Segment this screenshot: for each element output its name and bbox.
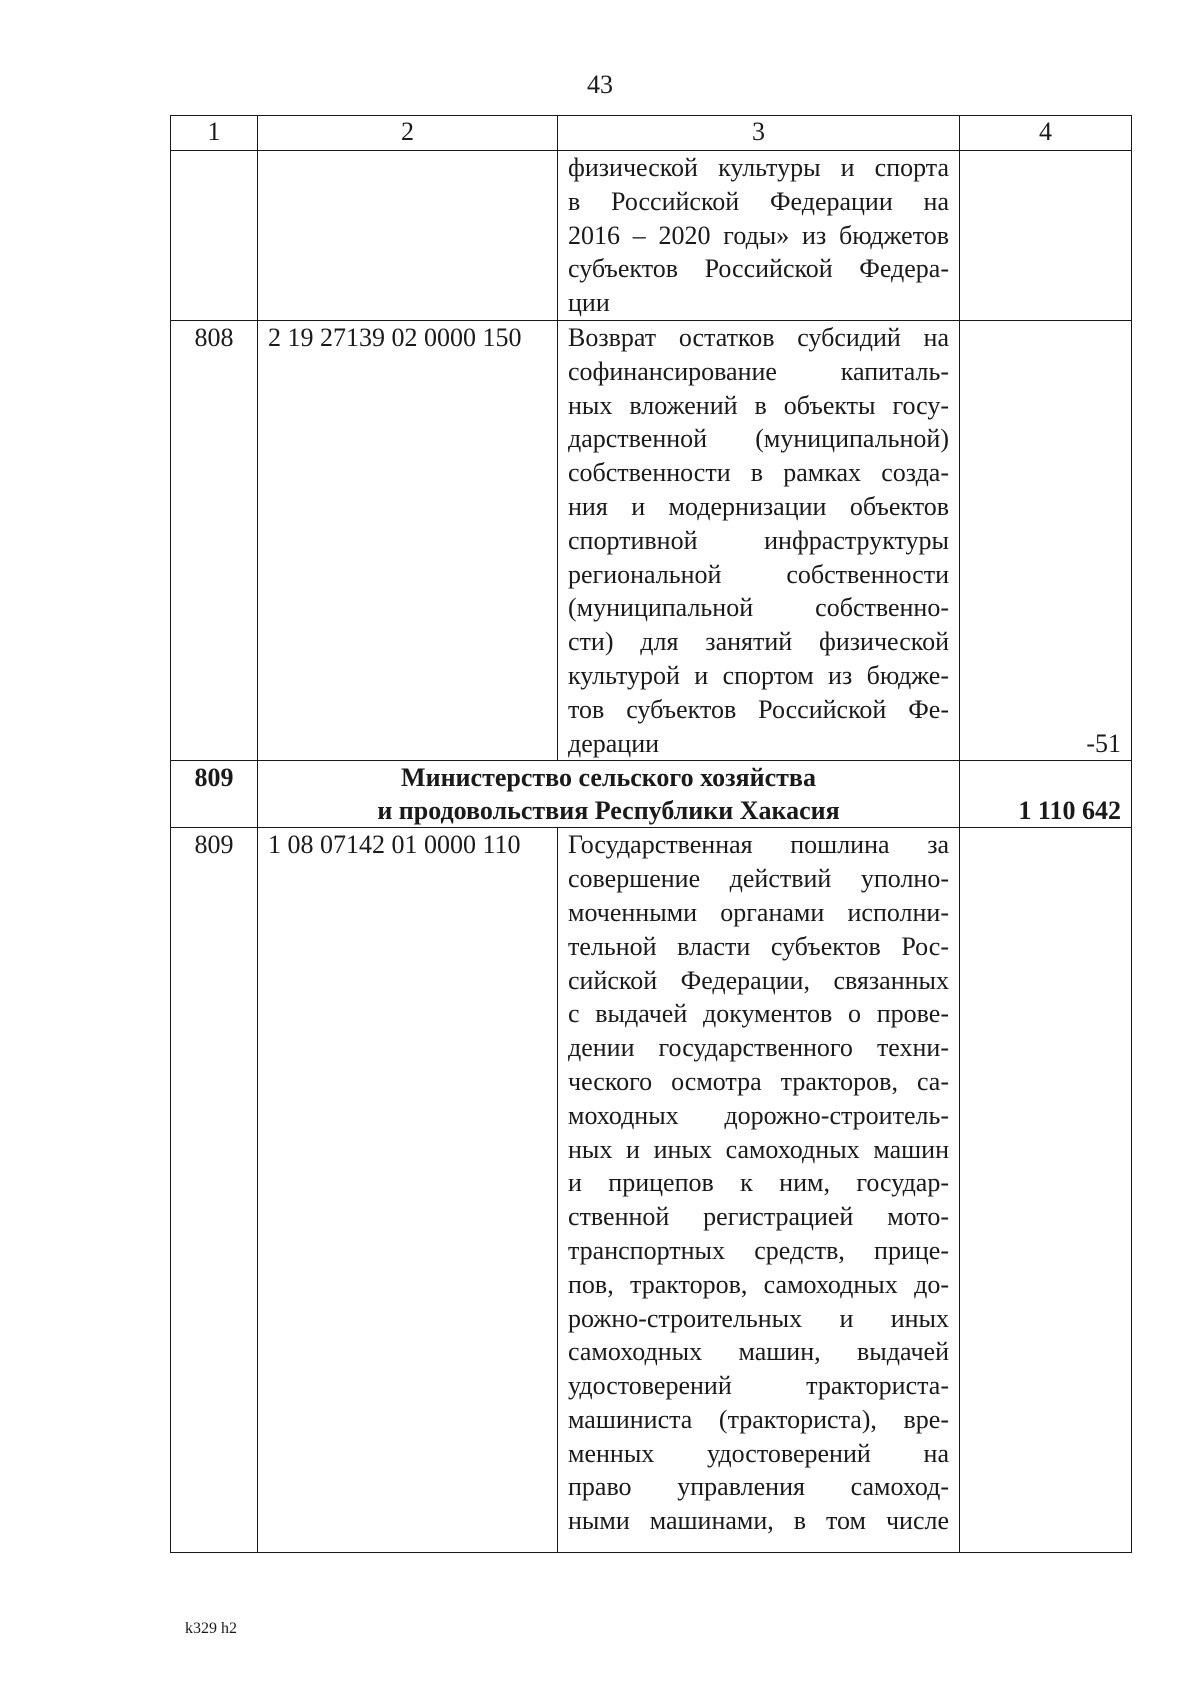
description-line: в Российской Федерации на (568, 186, 949, 216)
description-line: культурой и спортом из бюдже- (568, 660, 949, 690)
description-line: региональной собственности (568, 559, 949, 589)
description-line: пов, тракторов, самоходных до- (568, 1269, 949, 1299)
table-row (171, 151, 1132, 321)
description-line: 2016 – 2020 годы» из бюджетов (568, 220, 949, 250)
description-line: спортивной инфраструктуры (568, 525, 949, 555)
description-line: ными машинами, в том числе (568, 1506, 949, 1536)
description-line: право управления самоход- (568, 1472, 949, 1502)
admin-code-cell: 809 (171, 761, 258, 828)
description-line: ческого осмотра тракторов, са- (568, 1066, 949, 1096)
description-line: совершение действий уполно- (568, 864, 949, 894)
amount-cell: 1 110 642 (960, 761, 1132, 828)
description-line: тов субъектов Российской Фе- (568, 694, 949, 724)
description-line: ных вложений в объекты госу- (568, 390, 949, 420)
description-cell (558, 828, 960, 1553)
page-number: 43 (587, 70, 613, 99)
description-line: моходных дорожно-строитель- (568, 1100, 949, 1130)
description-line: моченными органами исполни- (568, 897, 949, 927)
description-line: рожно-строительных и иных (568, 1303, 949, 1333)
header-col-4: 4 (960, 116, 1132, 151)
description-line: сти) для занятий физической (568, 627, 949, 657)
description-line: транспортных средств, прице- (568, 1235, 949, 1265)
description-cell (558, 320, 960, 760)
header-col-3: 3 (558, 116, 960, 151)
description-line: менных удостоверений на (568, 1438, 949, 1468)
table-header-row (171, 116, 1132, 151)
description-line: сийской Федерации, связанных (568, 965, 949, 995)
table-row (171, 828, 1132, 1553)
description-line: ственной регистрацией мото- (568, 1202, 949, 1232)
description-line: ции (568, 288, 610, 318)
description-line: Возврат остатков субсидий на (568, 322, 949, 352)
header-col-1: 1 (171, 116, 258, 151)
description-cell (558, 151, 960, 321)
header-col-2: 2 (258, 116, 558, 151)
description-line: дерации (568, 728, 660, 758)
admin-code-cell: 808 (171, 320, 258, 760)
description-line: (муниципальной собственно- (568, 593, 949, 623)
budget-code-cell: 2 19 27139 02 0000 150 (258, 320, 558, 760)
amount-cell (960, 828, 1132, 1553)
ministry-name (258, 761, 960, 828)
description-line: и прицепов к ним, государ- (568, 1168, 949, 1198)
admin-code-cell (171, 151, 258, 321)
description-line: тельной власти субъектов Рос- (568, 931, 949, 961)
description-line: удостоверений тракториста- (568, 1371, 949, 1401)
amount-cell (960, 151, 1132, 321)
budget-table (170, 115, 1132, 1553)
description-line: ных и иных самоходных машин (568, 1134, 949, 1164)
description-line: с выдачей документов о прове- (568, 999, 949, 1029)
budget-code-cell (258, 151, 558, 321)
description-line: собственности в рамках созда- (568, 458, 949, 488)
description-line: софинансирование капиталь- (568, 356, 949, 386)
description-line: субъектов Российской Федера- (568, 254, 949, 284)
description-line: самоходных машин, выдачей (568, 1337, 949, 1367)
description-line: ния и модернизации объектов (568, 491, 949, 521)
table-row (171, 320, 1132, 760)
amount-cell: -51 (960, 320, 1132, 760)
description-line: дении государственного техни- (568, 1033, 949, 1063)
footer-code: k329 h2 (185, 1620, 237, 1637)
description-line: физической культуры и спорта (568, 153, 949, 182)
ministry-row (171, 761, 1132, 828)
admin-code-cell: 809 (171, 828, 258, 1553)
description-line: машиниста (тракториста), вре- (568, 1404, 949, 1434)
ministry-name-line: и продовольствия Республики Хакасия (377, 796, 840, 826)
description-line: Государственная пошлина за (568, 830, 949, 860)
ministry-name-line: Министерство сельского хозяйства (401, 763, 816, 793)
description-line: дарственной (муниципальной) (568, 424, 949, 454)
budget-code-cell: 1 08 07142 01 0000 110 (258, 828, 558, 1553)
